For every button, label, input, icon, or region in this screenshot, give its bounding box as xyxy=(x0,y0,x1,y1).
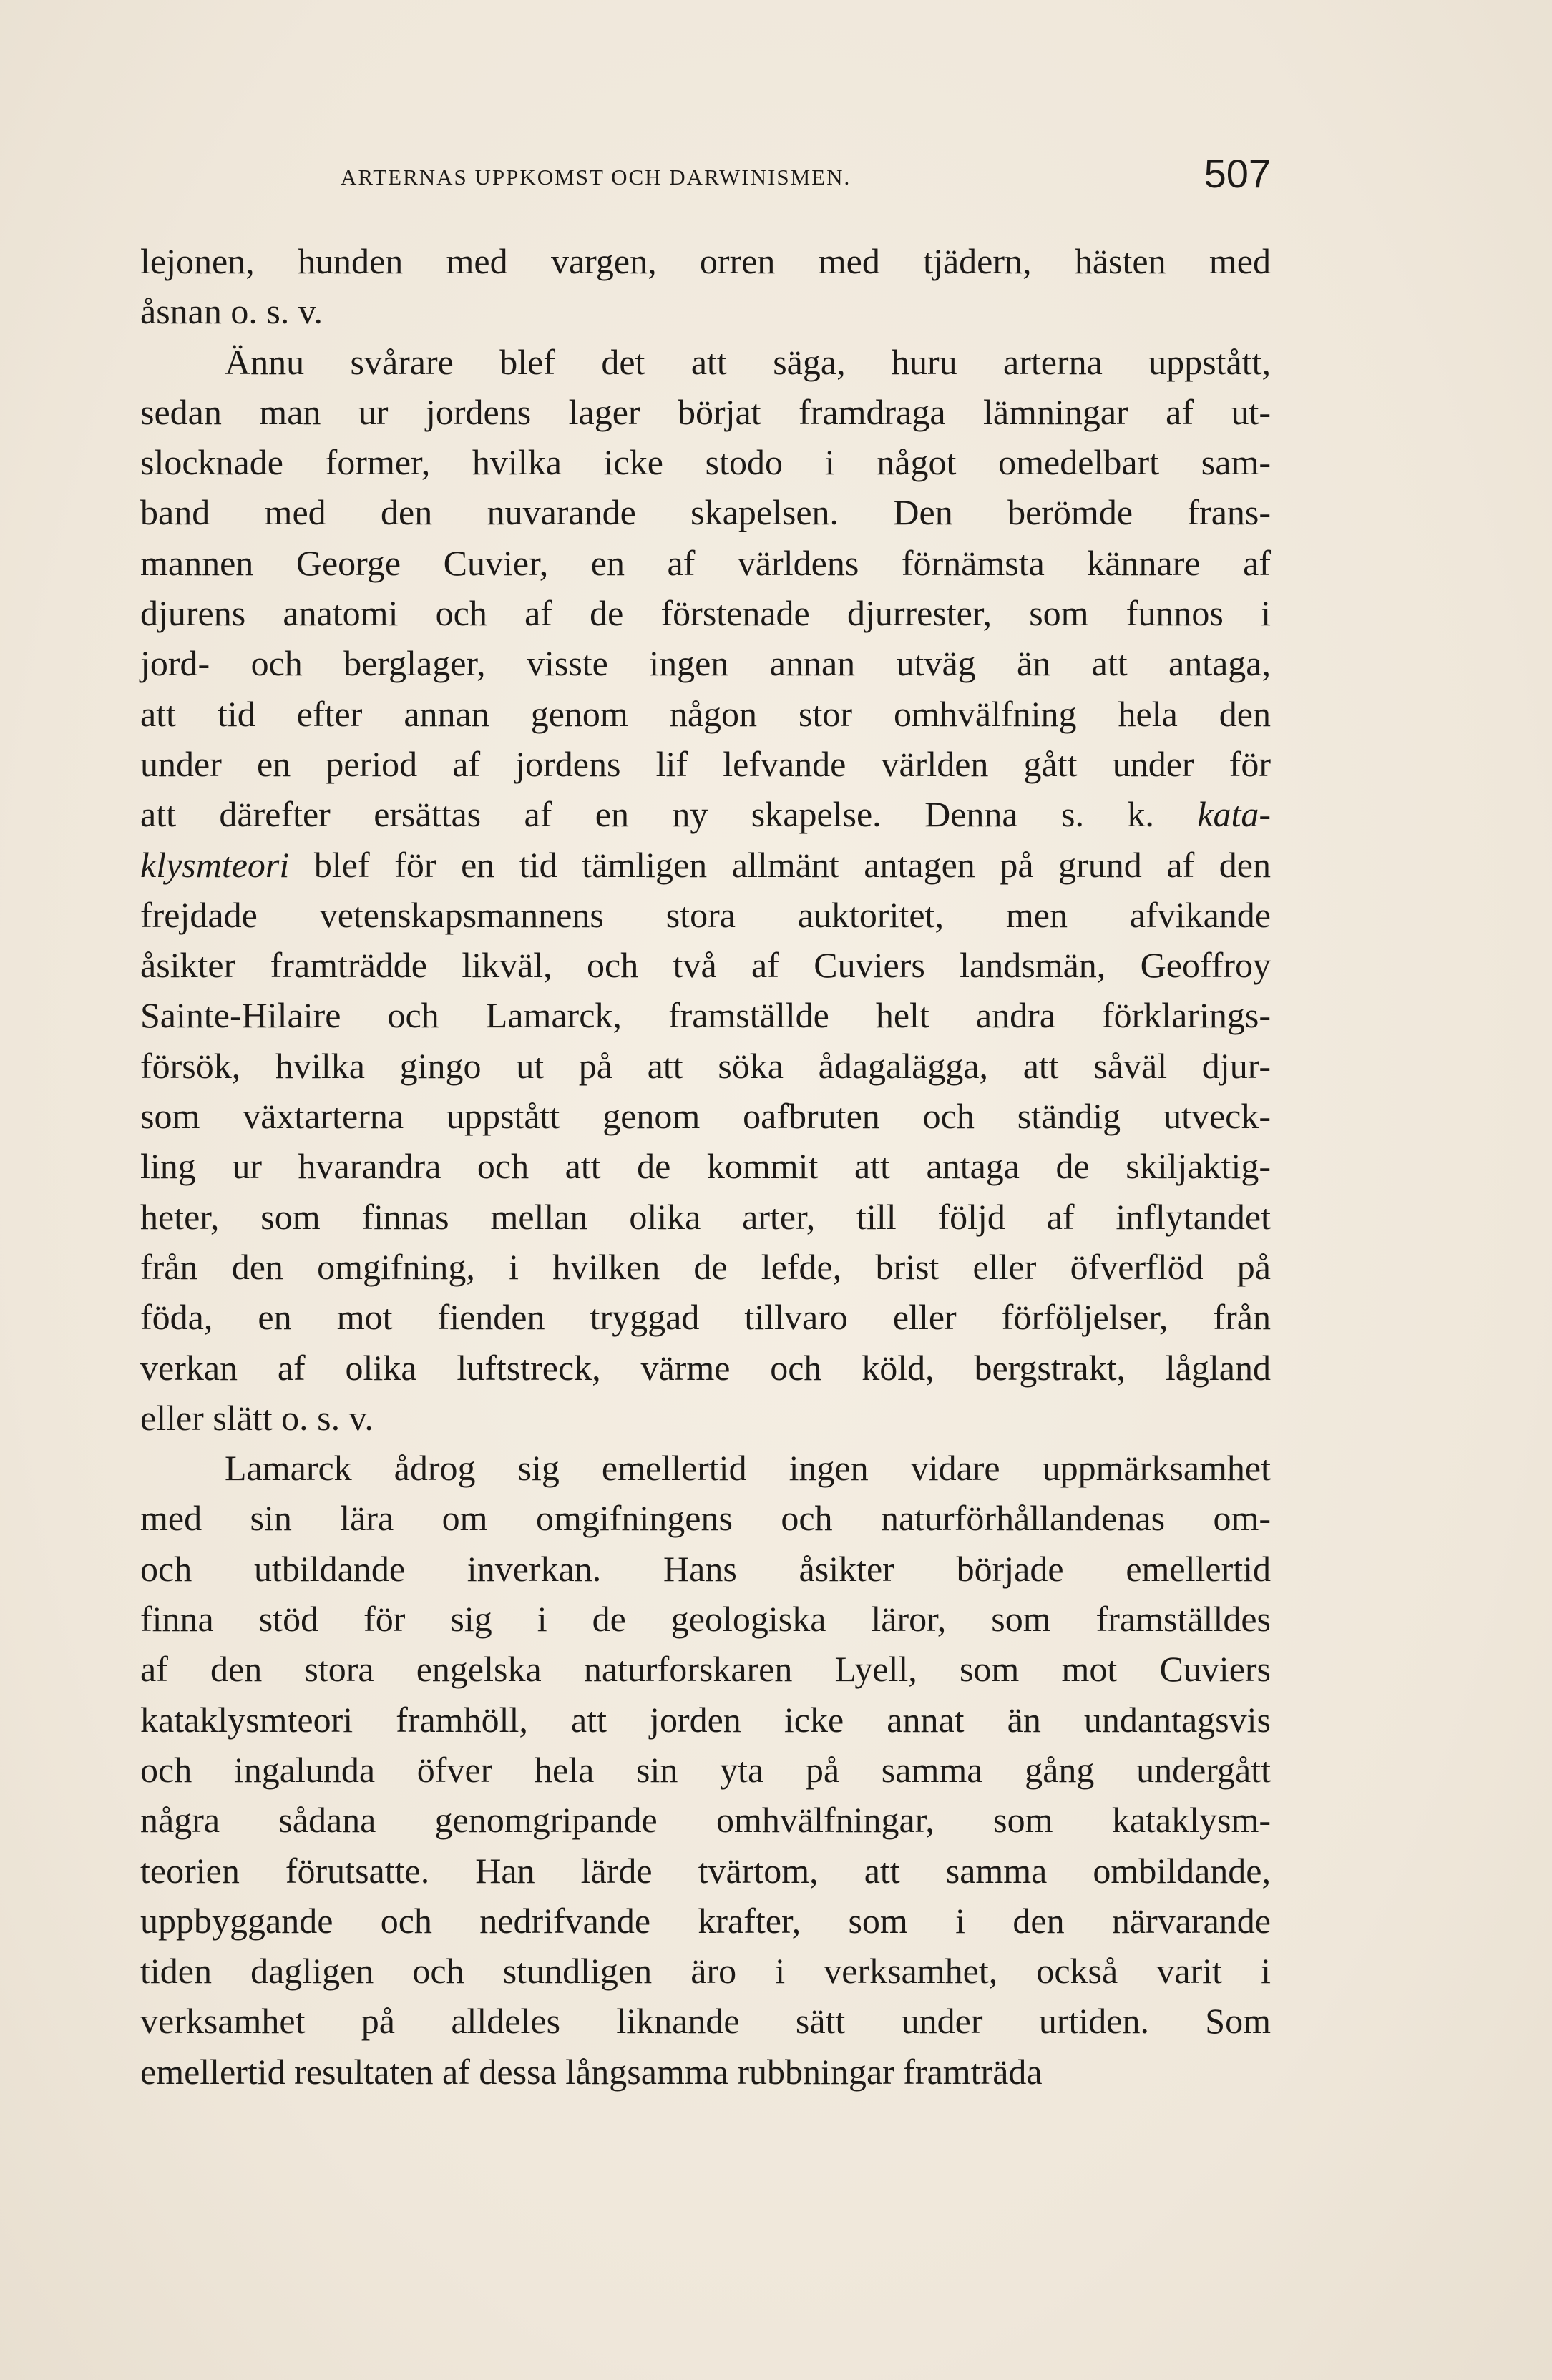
text-line: sedan man ur jordens lager börjat framdraga lämningar af ut- xyxy=(140,391,1271,432)
text-line: ling ur hvarandra och att de kommit att antaga de skiljaktig- xyxy=(140,1146,1271,1187)
text-line: med sin lära om omgifningens och naturförhållandenas om- xyxy=(140,1498,1271,1539)
text-line: band med den nuvarande skapelsen. Den berömde frans- xyxy=(140,492,1271,533)
text-line: försök, hvilka gingo ut på att söka ådagalägga, att såväl djur- xyxy=(140,1045,1271,1086)
text-line: och ingalunda öfver hela sin yta på samma gång undergått xyxy=(140,1749,1271,1790)
paragraph xyxy=(140,236,1271,337)
page-header xyxy=(140,150,1271,215)
text-line: som växtarterna uppstått genom oafbruten och ständig utveck- xyxy=(140,1096,1271,1137)
text-line: mannen George Cuvier, en af världens förnämsta kännare af xyxy=(140,542,1271,583)
paragraph xyxy=(140,337,1271,1444)
text-line: verksamhet på alldeles liknande sätt under urtiden. Som xyxy=(140,2001,1271,2042)
text-line: emellertid resultaten af dessa långsamma rubbningar framträda xyxy=(140,2051,1043,2092)
text-line: jord- och berglager, visste ingen annan utväg än att antaga, xyxy=(140,643,1271,684)
text-line: af den stora engelska naturforskaren Lyell, som mot Cuviers xyxy=(140,1649,1271,1690)
text-line: Sainte-Hilaire och Lamarck, framställde helt andra förklarings- xyxy=(140,995,1271,1036)
text-line: Lamarck ådrog sig emellertid ingen vidare uppmärksamhet xyxy=(225,1448,1271,1489)
text-line: åsnan o. s. v. xyxy=(140,291,323,332)
text-line: lejonen, hunden med vargen, orren med tjädern, hästen med xyxy=(140,241,1271,281)
text-line: tiden dagligen och stundligen äro i verksamhet, också varit i xyxy=(140,1951,1271,1992)
text-line: några sådana genomgripande omhvälfningar, som kataklysm- xyxy=(140,1800,1271,1841)
text-line: Ännu svårare blef det att säga, huru arterna uppstått, xyxy=(225,341,1271,382)
paragraph xyxy=(140,1443,1271,2097)
text-line: djurens anatomi och af de förstenade djurrester, som funnos i xyxy=(140,593,1271,634)
running-title: ARTERNAS UPPKOMST OCH DARWINISMEN. xyxy=(341,165,851,190)
text-line: finna stöd för sig i de geologiska läror, som framställdes xyxy=(140,1599,1271,1640)
text-line: klysmteori blef för en tid tämligen allmänt antagen på grund af den xyxy=(140,844,1271,885)
text-line: från den omgifning, i hvilken de lefde, brist eller öfverflöd på xyxy=(140,1246,1271,1287)
text-line: föda, en mot fienden tryggad tillvaro eller förföljelser, från xyxy=(140,1297,1271,1338)
text-line: frejdade vetenskapsmannens stora auktoritet, men afvikande xyxy=(140,894,1271,935)
text-line: slocknade former, hvilka icke stodo i något omedelbart sam- xyxy=(140,442,1271,483)
text-line: att därefter ersättas af en ny skapelse. Denna s. k. kata- xyxy=(140,794,1271,835)
text-line: under en period af jordens lif lefvande världen gått under för xyxy=(140,743,1271,784)
text-line: verkan af olika luftstreck, värme och köld, bergstrakt, lågland xyxy=(140,1347,1271,1388)
body-text xyxy=(140,236,1271,2097)
page-number: 507 xyxy=(1204,151,1271,196)
text-line: teorien förutsatte. Han lärde tvärtom, att samma ombildande, xyxy=(140,1850,1271,1891)
text-line: åsikter framträdde likväl, och två af Cuviers landsmän, Geoffroy xyxy=(140,945,1271,986)
text-line: eller slätt o. s. v. xyxy=(140,1397,374,1438)
text-line: uppbyggande och nedrifvande krafter, som i den närvarande xyxy=(140,1900,1271,1941)
text-line: heter, som finnas mellan olika arter, till följd af inflytandet xyxy=(140,1196,1271,1237)
text-line: och utbildande inverkan. Hans åsikter började emellertid xyxy=(140,1548,1271,1589)
text-line: att tid efter annan genom någon stor omhvälfning hela den xyxy=(140,693,1271,734)
text-line: kataklysmteori framhöll, att jorden icke annat än undantagsvis xyxy=(140,1699,1271,1740)
